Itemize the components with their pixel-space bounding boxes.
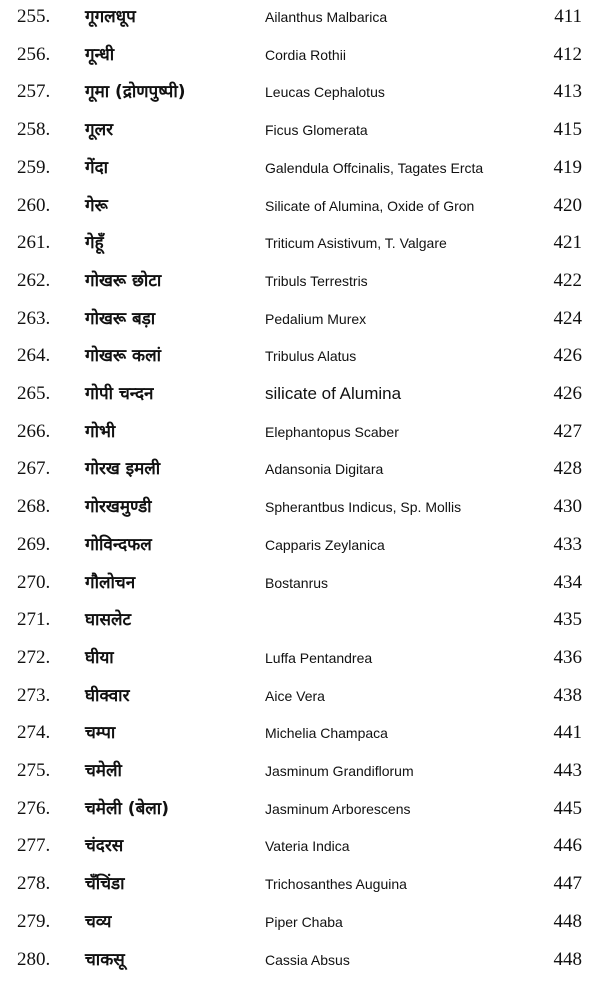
botanical-name: Vateria Indica (265, 838, 350, 855)
botanical-name: Bostanrus (265, 574, 329, 591)
index-entry (0, 534, 600, 570)
botanical-name: Jasminum Arborescens (265, 800, 411, 817)
hindi-name: गेंदा (85, 157, 109, 178)
page-number: 434 (553, 571, 582, 593)
entry-number: 270. (17, 571, 51, 593)
index-entry (0, 647, 600, 683)
page-number: 448 (553, 948, 582, 970)
index-entry (0, 44, 600, 80)
index-entry (0, 873, 600, 909)
index-entry (0, 835, 600, 871)
page-number: 438 (553, 684, 582, 706)
index-entry (0, 798, 600, 834)
entry-number: 274. (17, 722, 51, 744)
page-number: 426 (553, 383, 582, 404)
botanical-name: Spherantbus Indicus, Sp. Mollis (265, 499, 462, 516)
entry-number: 277. (17, 835, 51, 857)
index-entry (0, 232, 600, 268)
botanical-name: Tribulus Alatus (265, 348, 357, 365)
index-entry (0, 911, 600, 947)
index-entry (0, 458, 600, 494)
index-entry (0, 81, 600, 117)
page-number: 448 (553, 910, 582, 932)
entry-number: 275. (17, 760, 51, 781)
hindi-name: चँचिंडा (85, 874, 125, 895)
entry-number: 262. (17, 269, 51, 291)
entry-number: 272. (17, 646, 51, 668)
page-number: 415 (553, 119, 582, 141)
botanical-name: Jasminum Grandiflorum (265, 763, 414, 779)
hindi-name: गेहूँ (85, 233, 104, 254)
index-entry (0, 722, 600, 758)
index-entry (0, 609, 600, 645)
botanical-name: Cordia Rothii (265, 46, 346, 63)
botanical-name: Ficus Glomerata (265, 122, 368, 139)
hindi-name: चाकसू (85, 949, 125, 970)
page-number: 441 (553, 722, 582, 744)
page-number: 411 (554, 6, 582, 27)
page-number: 447 (553, 873, 582, 895)
page-number: 427 (553, 420, 582, 442)
page-number: 412 (553, 43, 582, 65)
hindi-name: गोभी (85, 421, 116, 442)
entry-number: 279. (17, 910, 51, 932)
index-entry (0, 572, 600, 608)
entry-number: 260. (17, 194, 51, 216)
entry-number: 259. (17, 156, 51, 178)
index-entry (0, 949, 600, 985)
entry-number: 280. (17, 948, 51, 970)
page-number: 430 (553, 496, 582, 518)
botanical-name: Trichosanthes Auguina (265, 876, 407, 893)
page-number: 435 (553, 609, 582, 631)
hindi-name: गोरखमुण्डी (85, 497, 152, 518)
page-number: 422 (553, 269, 582, 291)
hindi-name: घीक्वार (85, 685, 130, 706)
hindi-name: गून्धी (85, 44, 115, 65)
botanical-name: silicate of Alumina (265, 384, 402, 403)
index-entry (0, 685, 600, 721)
botanical-name: Elephantopus Scaber (265, 423, 399, 440)
entry-number: 276. (17, 797, 51, 819)
index-entry (0, 270, 600, 306)
index-entry (0, 195, 600, 231)
botanical-name: Luffa Pentandrea (265, 649, 373, 666)
index-entry (0, 119, 600, 155)
hindi-name: गेरू (85, 195, 108, 216)
page-number: 421 (553, 232, 582, 254)
hindi-name: गोरख इमली (85, 459, 161, 480)
entry-number: 256. (17, 43, 51, 65)
index-entry (0, 383, 600, 419)
botanical-name: Pedalium Murex (265, 310, 367, 327)
page-number: 428 (553, 458, 582, 480)
index-entry (0, 6, 600, 42)
botanical-name: Triticum Asistivum, T. Valgare (265, 235, 447, 252)
entry-number: 257. (17, 81, 51, 103)
entry-number: 267. (17, 458, 51, 480)
hindi-name: गूगलधूप (85, 7, 136, 27)
index-entry (0, 421, 600, 457)
hindi-name: गोविन्दफल (85, 534, 152, 555)
botanical-name: Michelia Champaca (265, 725, 388, 742)
hindi-name: गोखरू बड़ा (85, 308, 156, 329)
entry-number: 264. (17, 345, 51, 367)
hindi-name: चम्पा (85, 723, 116, 744)
entry-number: 278. (17, 873, 51, 895)
entry-number: 265. (17, 383, 51, 404)
index-entry (0, 760, 600, 796)
botanical-name: Silicate of Alumina, Oxide of Gron (265, 197, 475, 214)
botanical-name: Capparis Zeylanica (265, 536, 385, 553)
page-number: 419 (553, 156, 582, 178)
entry-number: 258. (17, 119, 51, 141)
page-number: 443 (553, 760, 582, 781)
page-number: 413 (553, 81, 582, 103)
botanical-name: Adansonia Digitara (265, 461, 384, 478)
botanical-name: Leucas Cephalotus (265, 84, 385, 101)
page-number: 436 (553, 646, 582, 668)
hindi-name: गोखरू छोटा (85, 270, 162, 291)
hindi-name: गोखरू कलां (85, 346, 161, 367)
hindi-name: घीया (85, 647, 114, 668)
index-entry (0, 345, 600, 381)
botanical-name: Cassia Absus (265, 951, 350, 968)
hindi-name: चमेली (बेला) (85, 798, 169, 819)
botanical-name: Ailanthus Malbarica (265, 9, 388, 25)
botanical-name: Aice Vera (265, 687, 325, 704)
page-number: 426 (553, 345, 582, 367)
hindi-name: चंदरस (85, 836, 124, 857)
hindi-name: घासलेट (85, 610, 132, 631)
page-number: 445 (553, 797, 582, 819)
entry-number: 268. (17, 496, 51, 518)
botanical-name: Piper Chaba (265, 913, 343, 930)
entry-number: 273. (17, 684, 51, 706)
page-number: 446 (553, 835, 582, 857)
botanical-name: Tribuls Terrestris (265, 272, 368, 289)
entry-number: 269. (17, 533, 51, 555)
entry-number: 263. (17, 307, 51, 329)
page-number: 424 (553, 307, 582, 329)
entry-number: 261. (17, 232, 51, 254)
index-entry (0, 157, 600, 193)
entry-number: 255. (17, 6, 51, 27)
index-entry (0, 496, 600, 532)
index-entry (0, 308, 600, 344)
page-number: 420 (553, 194, 582, 216)
page-number: 433 (553, 533, 582, 555)
entry-number: 271. (17, 609, 51, 631)
botanical-name: Galendula Offcinalis, Tagates Ercta (265, 159, 484, 176)
hindi-name: गोपी चन्दन (85, 384, 154, 404)
hindi-name: चमेली (85, 761, 122, 781)
hindi-name: गूमा (द्रोणपुष्पी) (85, 82, 186, 103)
hindi-name: गूलर (85, 120, 114, 141)
hindi-name: गौलोचन (85, 572, 136, 593)
entry-number: 266. (17, 420, 51, 442)
hindi-name: चव्य (85, 911, 112, 932)
